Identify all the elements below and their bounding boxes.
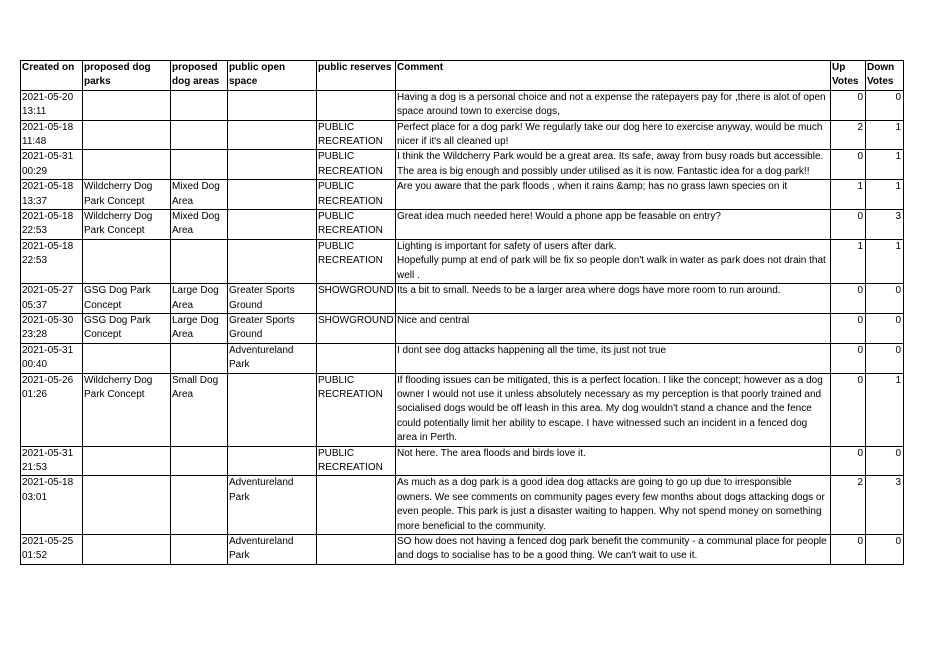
comment-cell: As much as a dog park is a good idea dog attacks are going to go up due to irresponsible owners. We see comments on community pages every few months about dogs attacking dogs or even people. This park is just a disaster waiting to happen. Why not spend money on something more beneficial to the community. <box>396 476 831 535</box>
created-on-cell: 2021-05-25 01:52 <box>21 535 83 565</box>
dog-area-cell <box>171 90 228 120</box>
table-row <box>21 313 904 343</box>
up-votes-cell: 2 <box>831 120 866 150</box>
table-row <box>21 284 904 314</box>
open-space-cell: Greater Sports Ground <box>228 284 317 314</box>
up-votes-cell: 0 <box>831 343 866 373</box>
reserve-cell <box>317 476 396 535</box>
dog-park-cell <box>83 476 171 535</box>
created-on-cell: 2021-05-27 05:37 <box>21 284 83 314</box>
comments-sheet <box>20 60 903 565</box>
created-on-cell: 2021-05-26 01:26 <box>21 373 83 446</box>
reserve-cell: SHOWGROUND <box>317 284 396 314</box>
dog-park-cell <box>83 239 171 283</box>
dog-area-cell <box>171 120 228 150</box>
dog-park-cell <box>83 343 171 373</box>
open-space-cell <box>228 90 317 120</box>
header-created-on: Created on <box>21 61 83 91</box>
down-votes-cell: 0 <box>866 535 904 565</box>
open-space-cell: Adventureland Park <box>228 343 317 373</box>
comment-cell: If flooding issues can be mitigated, this is a perfect location. I like the concept; however as a dog owner I would not use it unless absolutely necessary as my perception is that poorly trained and socialised dogs would be off leash in this area. My dog wouldn't stand a chance and the fence could potentially limit her ability to escape. I have witnessed such an incident in a fenced dog area in Perth. <box>396 373 831 446</box>
reserve-cell <box>317 343 396 373</box>
down-votes-cell: 1 <box>866 239 904 283</box>
open-space-cell: Adventureland Park <box>228 535 317 565</box>
table-header <box>21 61 904 91</box>
dog-area-cell: Small Dog Area <box>171 373 228 446</box>
header-public-reserves: public reserves <box>317 61 396 91</box>
dog-area-cell <box>171 150 228 180</box>
down-votes-cell: 0 <box>866 343 904 373</box>
reserve-cell: PUBLIC RECREATION <box>317 239 396 283</box>
comment-cell: Nice and central <box>396 313 831 343</box>
comments-table <box>20 60 904 565</box>
open-space-cell <box>228 446 317 476</box>
open-space-cell <box>228 150 317 180</box>
up-votes-cell: 1 <box>831 239 866 283</box>
reserve-cell: PUBLIC RECREATION <box>317 150 396 180</box>
table-row <box>21 150 904 180</box>
dog-park-cell <box>83 150 171 180</box>
dog-area-cell: Large Dog Area <box>171 284 228 314</box>
up-votes-cell: 0 <box>831 313 866 343</box>
dog-park-cell: Wildcherry Dog Park Concept <box>83 210 171 240</box>
reserve-cell: SHOWGROUND <box>317 313 396 343</box>
comment-cell: I dont see dog attacks happening all the time, its just not true <box>396 343 831 373</box>
header-comment: Comment <box>396 61 831 91</box>
created-on-cell: 2021-05-18 03:01 <box>21 476 83 535</box>
dog-park-cell: Wildcherry Dog Park Concept <box>83 373 171 446</box>
dog-park-cell: GSG Dog Park Concept <box>83 284 171 314</box>
up-votes-cell: 0 <box>831 373 866 446</box>
up-votes-cell: 0 <box>831 150 866 180</box>
created-on-cell: 2021-05-18 13:37 <box>21 180 83 210</box>
table-row <box>21 180 904 210</box>
up-votes-cell: 0 <box>831 90 866 120</box>
down-votes-cell: 0 <box>866 446 904 476</box>
up-votes-cell: 0 <box>831 210 866 240</box>
comment-cell: SO how does not having a fenced dog park benefit the community - a communal place for people and dogs to socialise has to be a good thing. We can't wait to use it. <box>396 535 831 565</box>
down-votes-cell: 0 <box>866 90 904 120</box>
header-proposed-dog-areas: proposed dog areas <box>171 61 228 91</box>
up-votes-cell: 0 <box>831 446 866 476</box>
down-votes-cell: 3 <box>866 210 904 240</box>
down-votes-cell: 1 <box>866 180 904 210</box>
open-space-cell: Adventureland Park <box>228 476 317 535</box>
comment-cell: I think the Wildcherry Park would be a great area. Its safe, away from busy roads but accessible. The area is big enough and possibly under utilised as it is now. Fantastic idea for a dog park!! <box>396 150 831 180</box>
created-on-cell: 2021-05-31 00:40 <box>21 343 83 373</box>
reserve-cell: PUBLIC RECREATION <box>317 446 396 476</box>
dog-area-cell: Large Dog Area <box>171 313 228 343</box>
up-votes-cell: 0 <box>831 284 866 314</box>
comment-cell: Great idea much needed here! Would a phone app be feasable on entry? <box>396 210 831 240</box>
table-body <box>21 90 904 564</box>
comment-cell: Are you aware that the park floods , when it rains &amp; has no grass lawn species on it <box>396 180 831 210</box>
open-space-cell <box>228 373 317 446</box>
dog-park-cell <box>83 120 171 150</box>
dog-park-cell <box>83 446 171 476</box>
dog-area-cell <box>171 535 228 565</box>
header-proposed-dog-parks: proposed dog parks <box>83 61 171 91</box>
comment-cell: Having a dog is a personal choice and not a expense the ratepayers pay for ,there is alot of open space around town to exercise dogs, <box>396 90 831 120</box>
reserve-cell <box>317 90 396 120</box>
reserve-cell: PUBLIC RECREATION <box>317 210 396 240</box>
table-row <box>21 476 904 535</box>
dog-park-cell <box>83 90 171 120</box>
down-votes-cell: 0 <box>866 284 904 314</box>
table-row <box>21 90 904 120</box>
header-down-votes: Down Votes <box>866 61 904 91</box>
dog-area-cell: Mixed Dog Area <box>171 180 228 210</box>
table-row <box>21 343 904 373</box>
header-up-votes: Up Votes <box>831 61 866 91</box>
created-on-cell: 2021-05-18 22:53 <box>21 210 83 240</box>
table-row <box>21 535 904 565</box>
reserve-cell <box>317 535 396 565</box>
open-space-cell: Greater Sports Ground <box>228 313 317 343</box>
created-on-cell: 2021-05-18 11:48 <box>21 120 83 150</box>
up-votes-cell: 1 <box>831 180 866 210</box>
dog-park-cell: Wildcherry Dog Park Concept <box>83 180 171 210</box>
dog-area-cell <box>171 343 228 373</box>
table-row <box>21 210 904 240</box>
created-on-cell: 2021-05-20 13:11 <box>21 90 83 120</box>
created-on-cell: 2021-05-18 22:53 <box>21 239 83 283</box>
comment-cell: Perfect place for a dog park! We regularly take our dog here to exercise anyway, would be much nicer if it's all cleaned up! <box>396 120 831 150</box>
open-space-cell <box>228 239 317 283</box>
open-space-cell <box>228 180 317 210</box>
comment-cell: Not here. The area floods and birds love it. <box>396 446 831 476</box>
dog-park-cell <box>83 535 171 565</box>
table-row <box>21 446 904 476</box>
up-votes-cell: 2 <box>831 476 866 535</box>
down-votes-cell: 1 <box>866 373 904 446</box>
dog-park-cell: GSG Dog Park Concept <box>83 313 171 343</box>
created-on-cell: 2021-05-31 00:29 <box>21 150 83 180</box>
down-votes-cell: 0 <box>866 313 904 343</box>
reserve-cell: PUBLIC RECREATION <box>317 120 396 150</box>
dog-area-cell <box>171 476 228 535</box>
down-votes-cell: 1 <box>866 150 904 180</box>
open-space-cell <box>228 210 317 240</box>
reserve-cell: PUBLIC RECREATION <box>317 180 396 210</box>
down-votes-cell: 1 <box>866 120 904 150</box>
comment-cell: Lighting is important for safety of users after dark. Hopefully pump at end of park will be fix so people don't walk in water as park does not drain that well . <box>396 239 831 283</box>
header-row <box>21 61 904 91</box>
up-votes-cell: 0 <box>831 535 866 565</box>
header-public-open-space: public open space <box>228 61 317 91</box>
table-row <box>21 120 904 150</box>
created-on-cell: 2021-05-30 23:28 <box>21 313 83 343</box>
dog-area-cell <box>171 446 228 476</box>
created-on-cell: 2021-05-31 21:53 <box>21 446 83 476</box>
open-space-cell <box>228 120 317 150</box>
down-votes-cell: 3 <box>866 476 904 535</box>
reserve-cell: PUBLIC RECREATION <box>317 373 396 446</box>
dog-area-cell: Mixed Dog Area <box>171 210 228 240</box>
dog-area-cell <box>171 239 228 283</box>
table-row <box>21 373 904 446</box>
table-row <box>21 239 904 283</box>
comment-cell: Its a bit to small. Needs to be a larger area where dogs have more room to run around. <box>396 284 831 314</box>
